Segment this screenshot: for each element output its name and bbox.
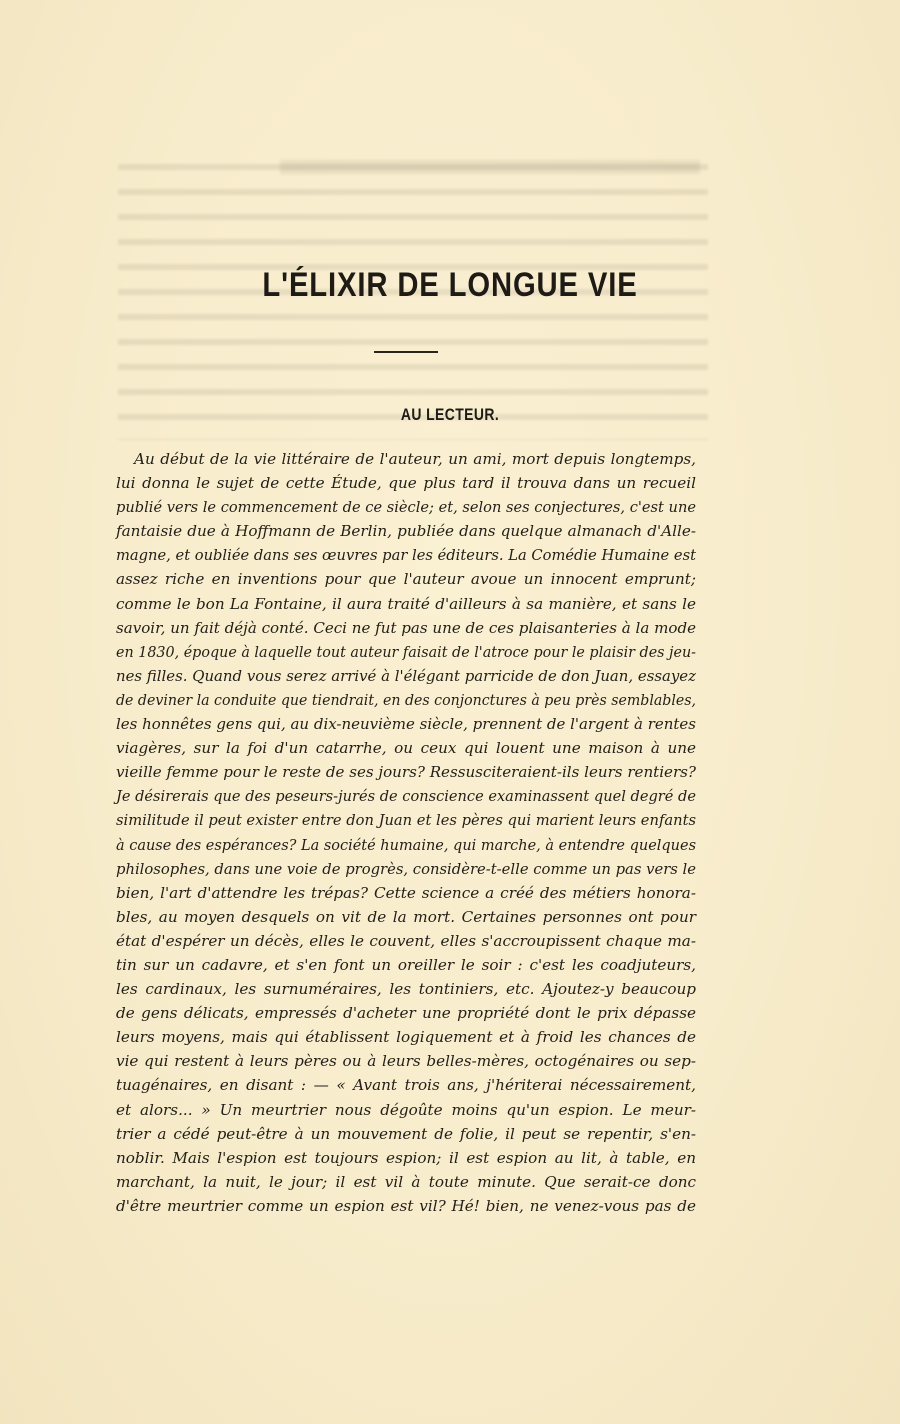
text-line: philosophes, dans une voie de progrès, considère-t-elle comme un pas vers le	[116, 859, 696, 878]
text-line: marchant, la nuit, le jour; il est vil à toute minute. Que serait-ce donc	[116, 1172, 696, 1191]
text-line: nes filles. Quand vous serez arrivé à l'élégant parricide de don Juan, essayez	[116, 666, 696, 685]
text-line: noblir. Mais l'espion est toujours espion; il est espion au lit, à table, en	[116, 1148, 696, 1167]
text-line: les honnêtes gens qui, au dix-neuvième siècle, prennent de l'argent à rentes	[116, 715, 696, 734]
text-line: savoir, un fait déjà conté. Ceci ne fut pas une de ces plaisanteries à la mode	[116, 618, 696, 637]
text-line: en 1830, époque à laquelle tout auteur faisait de l'atroce pour le plaisir des jeu-	[116, 642, 696, 661]
text-line: état d'espérer un décès, elles le couvent, elles s'accroupissent chaque ma-	[116, 931, 696, 950]
text-line: de gens délicats, empressés d'acheter une propriété dont le prix dépasse	[116, 1004, 696, 1023]
text-line: bien, l'art d'attendre les trépas? Cette science a créé des métiers honora-	[116, 883, 696, 902]
title-divider-rule	[374, 351, 438, 353]
chapter-title: L'ÉLIXIR DE LONGUE VIE	[262, 266, 638, 304]
text-line: d'être meurtrier comme un espion est vil? Hé! bien, ne venez-vous pas de	[116, 1196, 696, 1215]
text-line: de deviner la conduite que tiendrait, en des conjonctures à peu près semblables,	[116, 690, 696, 709]
text-line: fantaisie due à Hoffmann de Berlin, publiée dans quelque almanach d'Alle-	[116, 522, 696, 541]
section-heading: AU LECTEUR.	[400, 405, 500, 424]
text-line: tuagénaires, en disant : — « Avant trois ans, j'hériterai nécessairement,	[116, 1076, 696, 1095]
text-line: similitude il peut exister entre don Juan et les pères qui marient leurs enfants	[116, 811, 696, 830]
text-line: publié vers le commencement de ce siècle; et, selon ses conjectures, c'est une	[116, 498, 696, 517]
text-line: et alors... » Un meurtrier nous dégoûte moins qu'un espion. Le meur-	[116, 1100, 696, 1119]
text-line: trier a cédé peut-être à un mouvement de folie, il peut se repentir, s'en-	[116, 1124, 696, 1143]
text-line: viagères, sur la foi d'un catarrhe, ou ceux qui louent une maison à une	[116, 739, 696, 758]
body-paragraph	[116, 447, 696, 1218]
text-line: assez riche en inventions pour que l'auteur avoue un innocent emprunt;	[116, 570, 696, 589]
text-line: comme le bon La Fontaine, il aura traité d'ailleurs à sa manière, et sans le	[116, 594, 696, 613]
text-line: à cause des espérances? La société humaine, qui marche, à entendre quelques	[116, 835, 696, 854]
text-line: vie qui restent à leurs pères ou à leurs belles-mères, octogénaires ou sep-	[116, 1052, 696, 1071]
text-line: lui donna le sujet de cette Étude, que plus tard il trouva dans un recueil	[116, 474, 696, 493]
text-line: vieille femme pour le reste de ses jours? Ressusciteraient-ils leurs rentiers?	[116, 763, 696, 782]
text-line: Au début de la vie littéraire de l'auteur, un ami, mort depuis longtemps,	[134, 450, 696, 468]
text-line: tin sur un cadavre, et s'en font un oreiller le soir : c'est les coadjuteurs,	[116, 955, 696, 974]
text-line: bles, au moyen desquels on vit de la mort. Certaines personnes ont pour	[116, 907, 696, 926]
text-line: leurs moyens, mais qui établissent logiquement et à froid les chances de	[116, 1028, 696, 1047]
text-line: magne, et oubliée dans ses œuvres par les éditeurs. La Comédie Humaine est	[116, 546, 696, 565]
text-line: Je désirerais que des peseurs-jurés de conscience examinassent quel degré de	[116, 787, 696, 806]
text-line: les cardinaux, les surnuméraires, les tontiniers, etc. Ajoutez-y beaucoup	[116, 980, 696, 999]
